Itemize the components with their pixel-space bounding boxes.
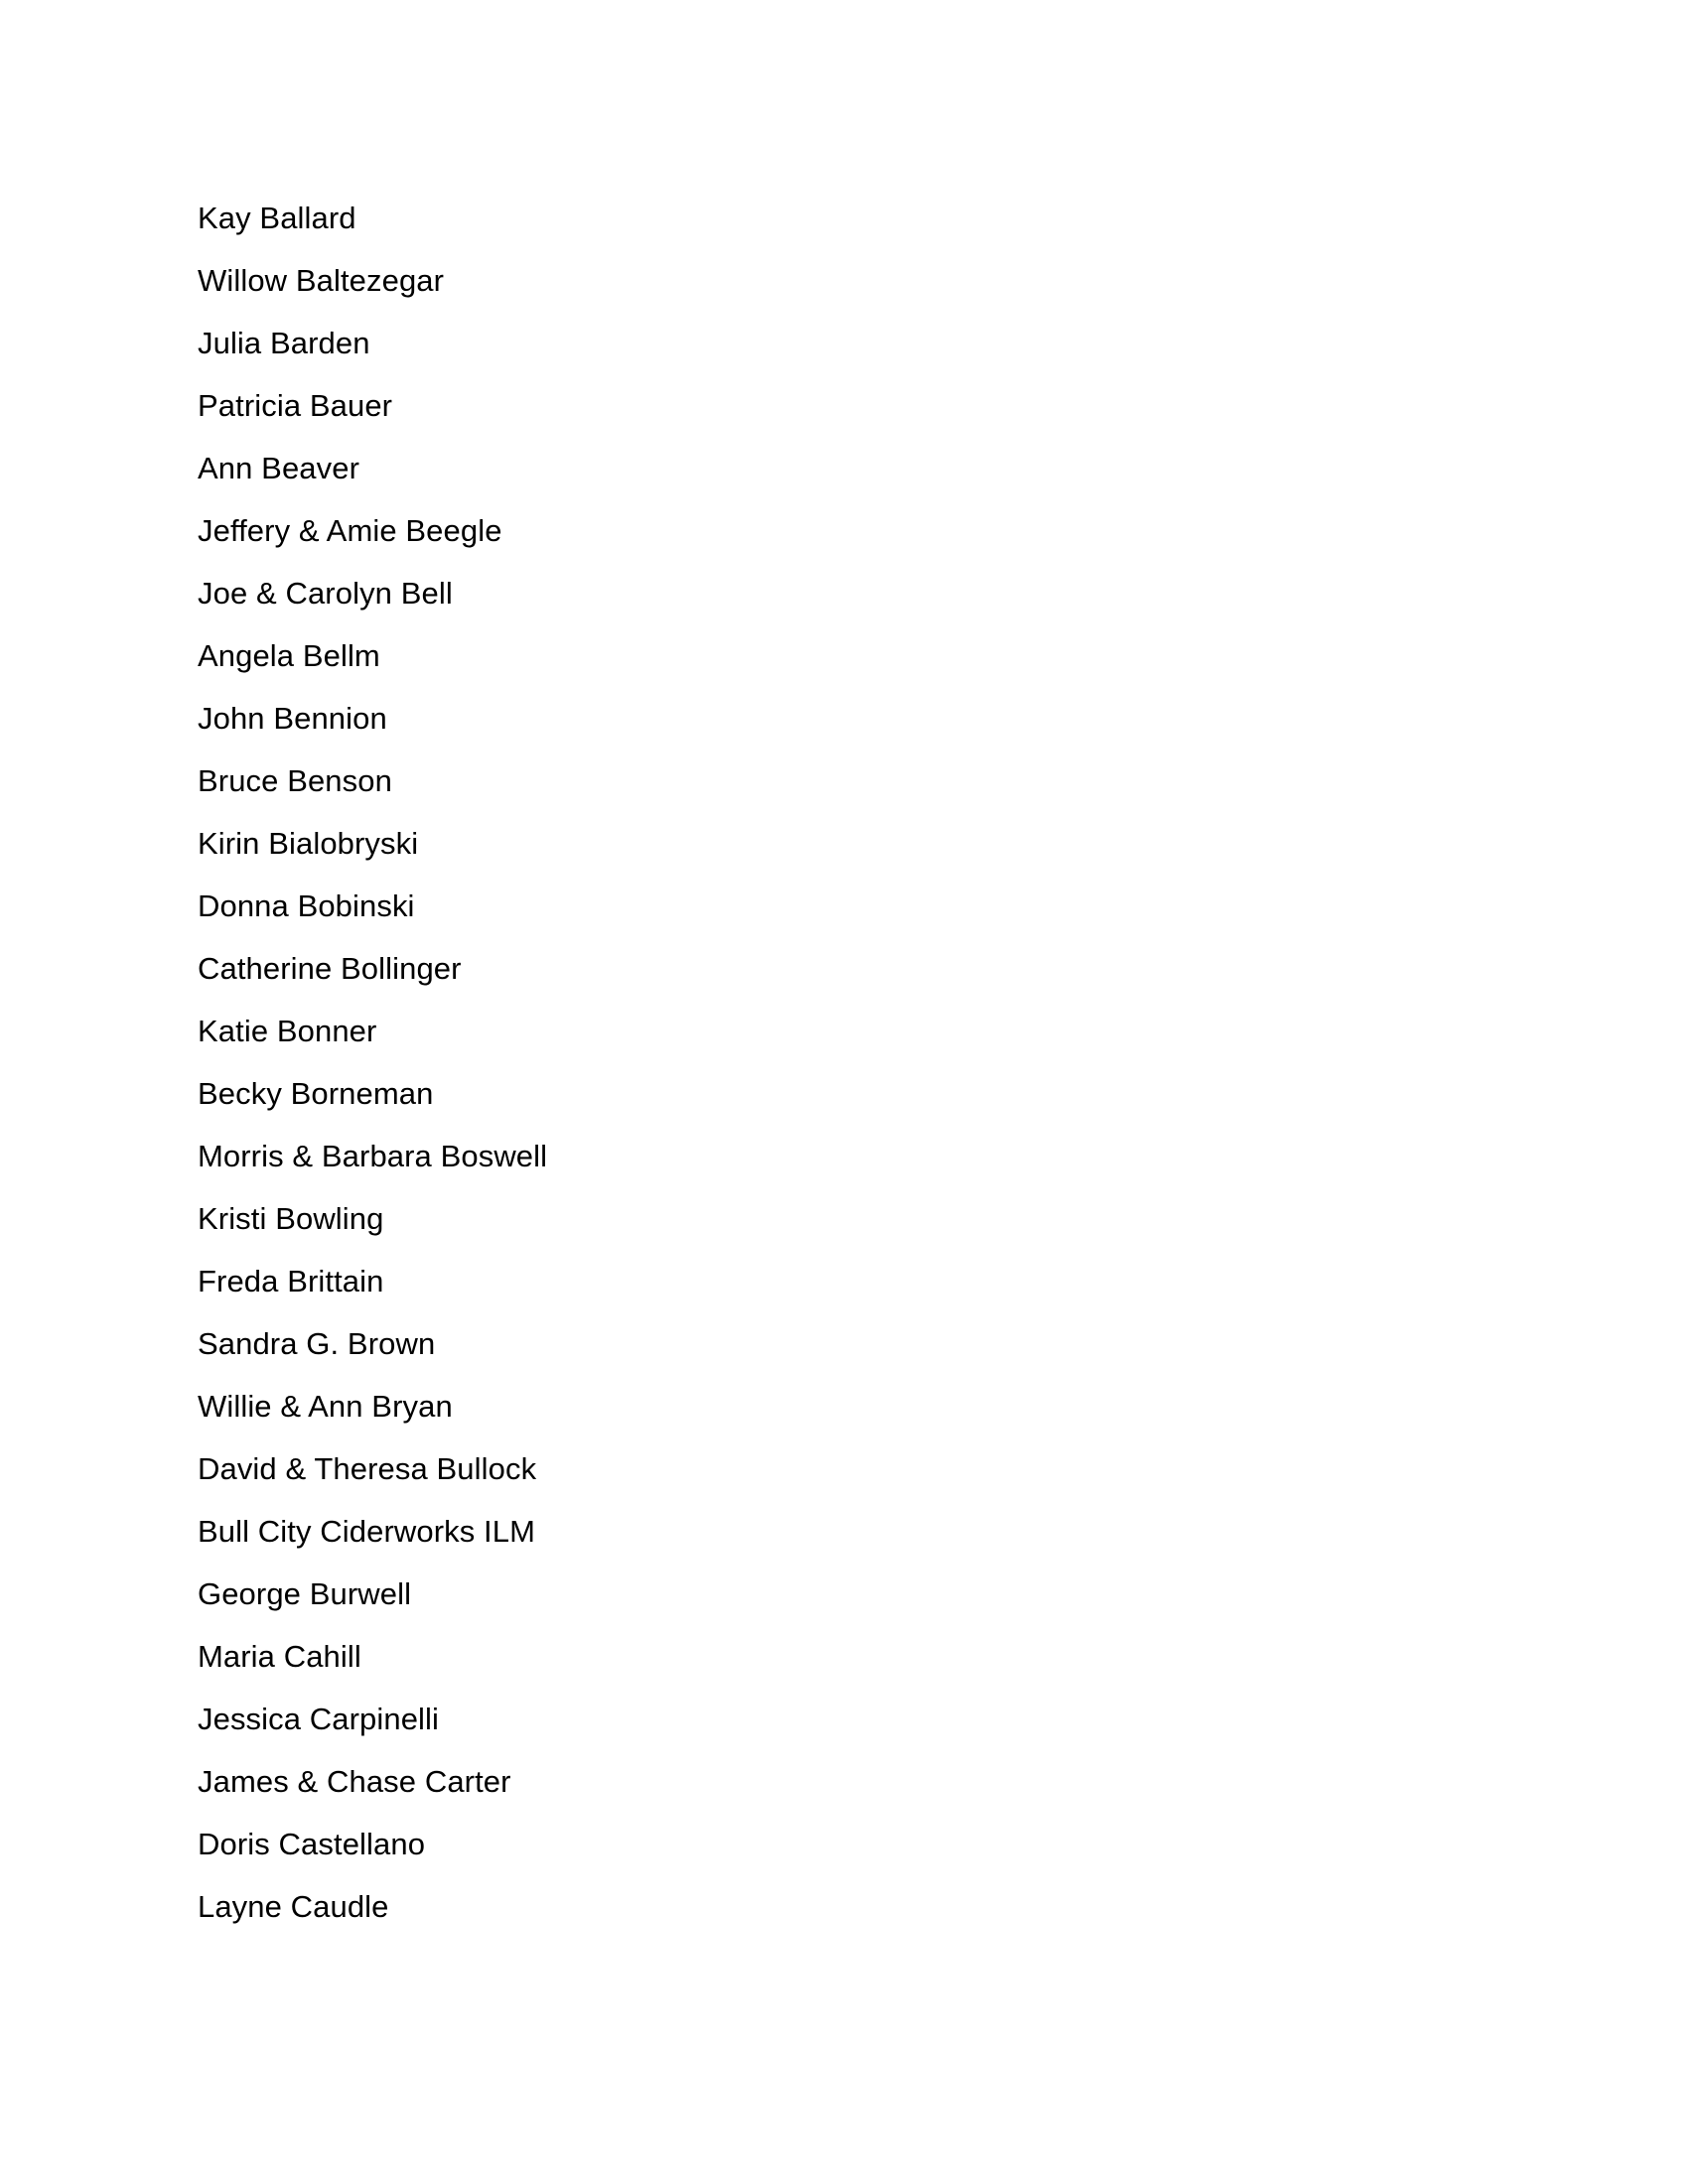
list-item: Kirin Bialobryski	[198, 826, 419, 861]
list-item: Kay Ballard	[198, 201, 356, 235]
list-item: Layne Caudle	[198, 1889, 389, 1924]
name-list	[198, 197, 547, 1948]
list-item: Sandra G. Brown	[198, 1326, 436, 1361]
list-item: Bull City Ciderworks ILM	[198, 1514, 536, 1549]
list-item: Bruce Benson	[198, 763, 392, 798]
list-item: Catherine Bollinger	[198, 951, 462, 986]
list-item: Angela Bellm	[198, 638, 380, 673]
list-item: Patricia Bauer	[198, 388, 393, 423]
list-item: Willow Baltezegar	[198, 263, 445, 298]
list-item: Julia Barden	[198, 326, 370, 360]
list-item: David & Theresa Bullock	[198, 1451, 537, 1486]
list-item: Freda Brittain	[198, 1264, 384, 1298]
list-item: Jeffery & Amie Beegle	[198, 513, 502, 548]
list-item: Ann Beaver	[198, 451, 359, 485]
list-item: Kristi Bowling	[198, 1201, 384, 1236]
list-item: Becky Borneman	[198, 1076, 434, 1111]
list-item: Maria Cahill	[198, 1639, 361, 1674]
list-item: John Bennion	[198, 701, 387, 736]
list-item: Doris Castellano	[198, 1827, 426, 1861]
list-item: George Burwell	[198, 1576, 412, 1611]
list-item: Joe & Carolyn Bell	[198, 576, 453, 611]
list-item: Jessica Carpinelli	[198, 1702, 440, 1736]
list-item: Donna Bobinski	[198, 888, 415, 923]
list-item: James & Chase Carter	[198, 1764, 511, 1799]
list-item: Katie Bonner	[198, 1014, 377, 1048]
list-item: Morris & Barbara Boswell	[198, 1139, 548, 1173]
list-item: Willie & Ann Bryan	[198, 1389, 453, 1424]
